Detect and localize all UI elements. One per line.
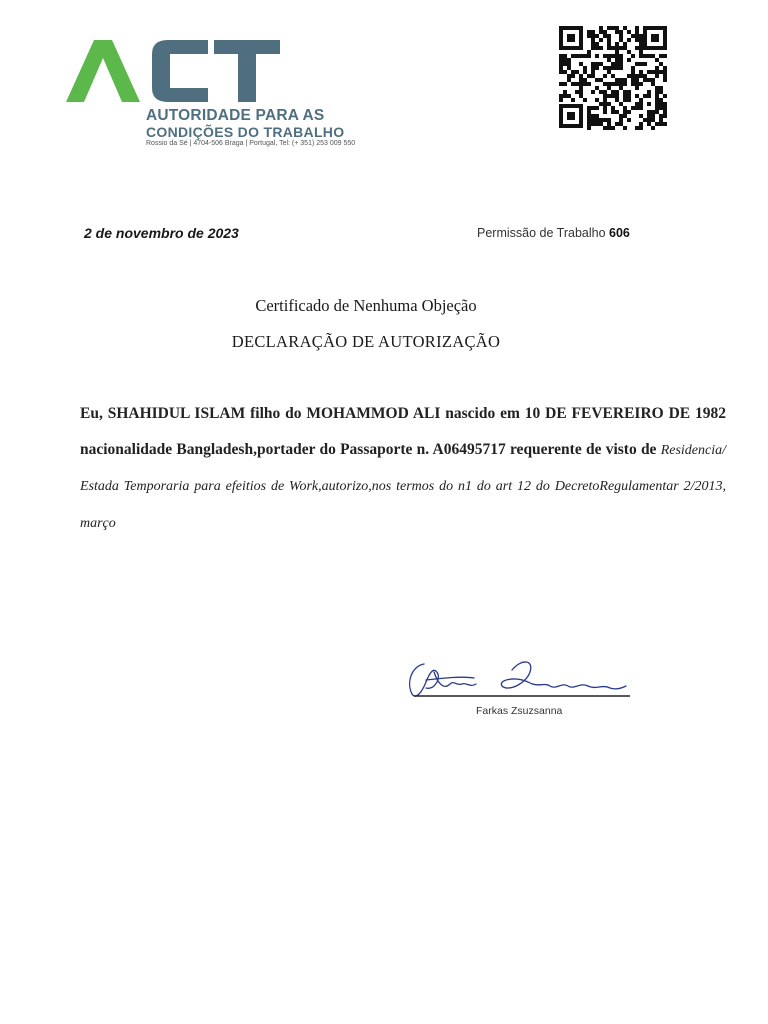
certificate-title: Certificado de Nenhuma Objeção: [255, 296, 477, 315]
declaration-title: DECLARAÇÃO DE AUTORIZAÇÃO: [231, 332, 501, 351]
org-name-line1: AUTORIDADE PARA AS: [146, 107, 325, 124]
document-date: 2 de novembro de 2023: [84, 225, 239, 241]
logo-letter-a: [66, 40, 140, 102]
body-text-italic: Residencia/ Estada Temporaria para efeitios de Work,autorizo,nos termos do n1 do art 12 do DecretoRegulamentar 2/2013, março: [80, 442, 726, 531]
signer-name: Farkas Zsuzsanna: [476, 705, 563, 717]
org-name-line2: CONDIÇÕES DO TRABALHO: [146, 124, 345, 140]
logo-letter-c: [152, 40, 208, 102]
signature-image: [404, 652, 634, 706]
org-address: Rossio da Sé | 4704-506 Braga | Portugal, Tel: (+ 351) 253 009 550: [146, 140, 356, 147]
qr-code-icon: [557, 24, 669, 130]
act-logo: [66, 36, 376, 152]
permit-label: Permissão de Trabalho: [477, 226, 606, 240]
declaration-body: [80, 396, 726, 541]
permit-number: 606: [609, 226, 630, 240]
permit-reference: [477, 226, 630, 240]
act-logo-mark: [66, 36, 286, 106]
body-text-bold: Eu, SHAHIDUL ISLAM filho do MOHAMMOD ALI nascido em 10 DE FEVEREIRO DE 1982 nacionalidade Bangladesh,portader do Passaporte n. A06495717 requerente de visto de: [80, 405, 726, 458]
logo-letter-t: [214, 40, 280, 102]
